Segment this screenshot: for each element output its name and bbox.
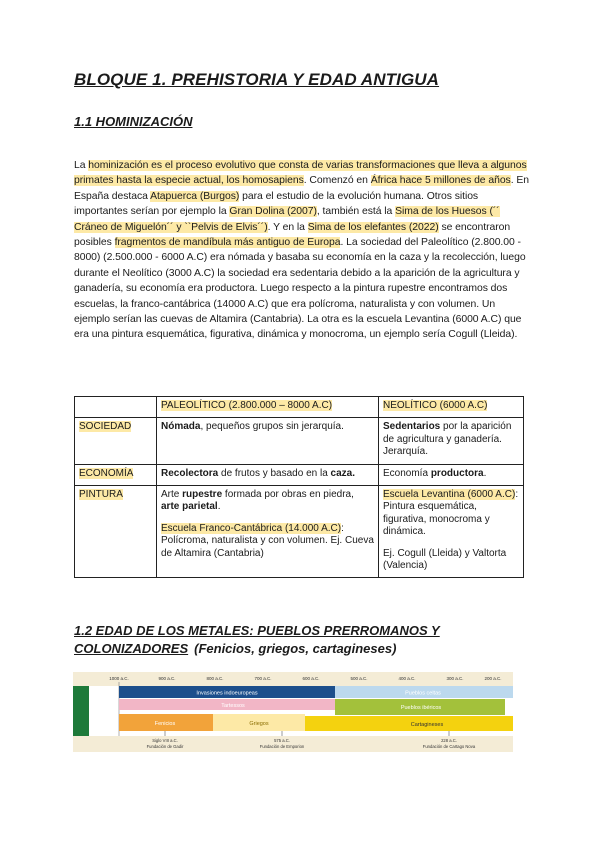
tick-800: 800 a.C. [206, 676, 224, 681]
note-cartago-date: 228 a.C. [441, 738, 457, 743]
pintura-neolitico-cell: Escuela Levantina (6000 A.C): Pintura esquemática, figurativa, monocroma y dinámica. Ej. Cogull (Lleida) y Valtorta (Valencia) [379, 486, 524, 578]
note-cartago-label: Fundación de Cartago Nova [422, 744, 476, 749]
neolitico-header: NEOLÍTICO (6000 A.C) [379, 397, 524, 418]
tick-1000: 1000 a.C. [109, 676, 129, 681]
paleolitico-header: PALEOLÍTICO (2.800.000 – 8000 A.C) [157, 397, 379, 418]
bar-label-tartessos: Tartessos [221, 703, 245, 709]
tick-600: 600 a.C. [302, 676, 320, 681]
tick-200: 200 a.C. [484, 676, 502, 681]
row-label-economia: ECONOMÍA [75, 464, 157, 485]
section-heading-hominizacion: 1.1 HOMINIZACIÓN [74, 114, 193, 129]
pueblos-timeline-chart [73, 672, 513, 752]
note-emporion-label: Fundación de Emporion [259, 744, 305, 749]
bar-label-ibericos: Pueblos ibéricos [400, 705, 442, 711]
note-gadir-date: Siglo VIII a.C. [152, 738, 178, 743]
pintura-paleolitico-cell: Arte rupestre formada por obras en piedra, arte parietal. Escuela Franco-Cantábrica (14.000 A.C): Polícroma, naturalista y con volumen. Ej. Cueva de Altamira (Cantabria) [157, 486, 379, 578]
table-corner-cell [75, 397, 157, 418]
note-emporion-date: 575 a.C. [274, 738, 290, 743]
row-label-sociedad: SOCIEDAD [75, 418, 157, 464]
bar-label-celtas: Pueblos celtas [405, 690, 441, 697]
tick-500: 500 a.C. [350, 676, 368, 681]
bar-label-cartagineses: Cartagineses [410, 722, 444, 728]
sociedad-paleolitico-cell: Nómada, pequeños grupos sin jerarquía. [157, 418, 379, 464]
paleolitico-neolitico-table [74, 396, 524, 578]
economia-paleolitico-cell: Recolectora de frutos y basado en la caza. [157, 464, 379, 485]
tick-900: 900 a.C. [158, 676, 176, 681]
economia-neolitico-cell: Economía productora. [379, 464, 524, 485]
table-row-pintura [75, 486, 524, 578]
table-row-economia [75, 464, 524, 485]
bar-cartagineses [305, 716, 513, 731]
bar-label-invasiones: Invasiones indoeuropeas [196, 690, 258, 697]
table-header-row [75, 397, 524, 418]
note-gadir-label: Fundación de Gadir [146, 744, 184, 749]
section-heading-edad-metales: 1.2 EDAD DE LOS METALES: PUEBLOS PRERROMANOS Y COLONIZADORES (Fenicios, griegos, cartagineses) [74, 623, 440, 656]
page-title: BLOQUE 1. PREHISTORIA Y EDAD ANTIGUA [74, 70, 440, 89]
hominizacion-paragraph: La hominización es el proceso evolutivo que consta de varias transformaciones que lleva a algunos primates hasta la especie actual, los homosapiens. Comenzó en África hace 5 millones de años. En España destaca Atapuerca (Burgos) para el estudio de la evolución humana. Otros sitios importantes serían por ejemplo la Gran Dolina (2007), también está la Sima de los Huesos (´´ Cráneo de Miguelón´´ y ``Pelvis de Elvis´´). Y en la Sima de los elefantes (2022) se encontraron posibles fragmentos de mandíbula más antiguo de Europa. La sociedad del Paleolítico (2.800.00 - 8000) (2.500.000 - 6000 A.C) era nómada y basaba su economía en la caza y la recolección, luego durante el Neolítico (3000 A.C) la sociedad era sedentaria debido a la aparición de la agricultura y ganadería, su economía era productora. Luego respecto a la pintura rupestre encontramos dos escuelas, la franco-cantábrica (14000 A.C) que era polícroma, naturalista y con volumen. Un ejemplo serían las cuevas de Altamira (Cantabria). La otra es la escuela Levantina (6000 A.C) que era una pintura esquemática, figurativa, dinámica y monocroma, un ejemplo sería Cogull (Lleida). [74, 160, 529, 341]
tick-300: 300 a.C. [446, 676, 464, 681]
row-label-pintura: PINTURA [75, 486, 157, 578]
tick-700: 700 a.C. [254, 676, 272, 681]
table-row-sociedad [75, 418, 524, 464]
timeline-green-band [73, 686, 89, 736]
tick-400: 400 a.C. [398, 676, 416, 681]
sociedad-neolitico-cell: Sedentarios por la aparición de agricultura y ganadería. Jerarquía. [379, 418, 524, 464]
bar-label-fenicios: Fenicios [154, 721, 176, 727]
bar-label-griegos: Griegos [249, 721, 269, 727]
